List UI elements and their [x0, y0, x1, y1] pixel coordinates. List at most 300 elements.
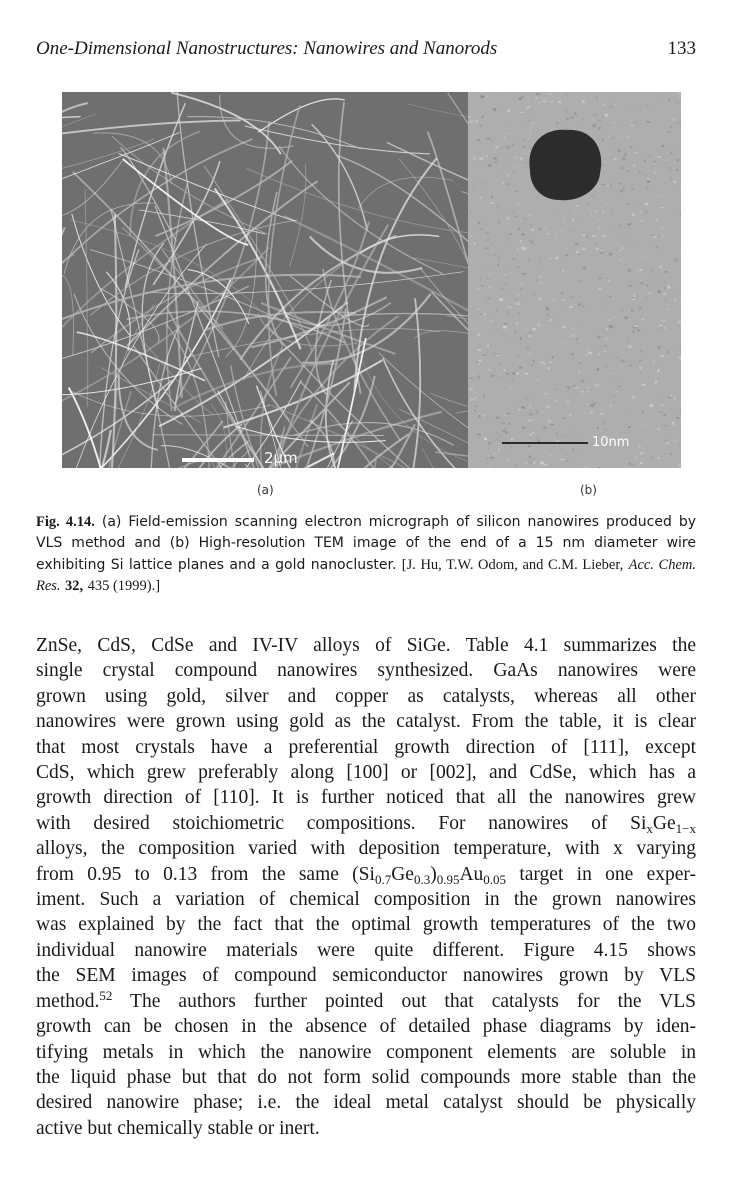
- lattice-speckle: [613, 401, 616, 402]
- lattice-speckle: [473, 243, 476, 244]
- lattice-speckle: [662, 145, 665, 147]
- lattice-speckle: [625, 198, 629, 201]
- lattice-speckle: [487, 345, 490, 347]
- lattice-speckle: [640, 462, 643, 464]
- lattice-speckle: [475, 300, 476, 302]
- lattice-speckle: [513, 375, 514, 376]
- lattice-speckle: [485, 247, 489, 249]
- lattice-speckle: [479, 313, 483, 314]
- lattice-speckle: [609, 296, 611, 297]
- lattice-speckle: [632, 298, 635, 300]
- body-line: CdS, which grew preferably along [100] or [002], and CdSe, which has a: [36, 762, 696, 784]
- lattice-speckle: [497, 93, 499, 96]
- lattice-speckle: [599, 375, 602, 377]
- lattice-speckle: [619, 237, 622, 238]
- lattice-speckle: [616, 377, 619, 378]
- lattice-speckle: [528, 112, 529, 114]
- lattice-speckle: [601, 431, 603, 432]
- lattice-speckle: [606, 309, 609, 310]
- lattice-speckle: [552, 356, 554, 359]
- lattice-speckle: [614, 103, 615, 105]
- lattice-speckle: [606, 303, 608, 305]
- lattice-speckle: [472, 189, 474, 190]
- lattice-speckle: [629, 364, 631, 366]
- lattice-speckle: [525, 328, 526, 330]
- lattice-speckle: [539, 298, 542, 300]
- lattice-speckle: [517, 259, 519, 261]
- lattice-speckle: [605, 365, 608, 366]
- lattice-speckle: [630, 310, 633, 312]
- lattice-speckle: [478, 305, 480, 307]
- lattice-speckle: [506, 403, 507, 404]
- lattice-speckle: [529, 425, 533, 428]
- lattice-speckle: [573, 448, 574, 451]
- lattice-speckle: [637, 172, 641, 174]
- lattice-speckle: [646, 123, 647, 125]
- lattice-speckle: [612, 228, 615, 231]
- lattice-speckle: [508, 133, 511, 134]
- lattice-speckle: [477, 333, 480, 336]
- lattice-speckle: [506, 444, 508, 445]
- lattice-speckle: [495, 432, 497, 433]
- lattice-speckle: [566, 127, 568, 129]
- lattice-speckle: [488, 448, 490, 449]
- body-text-span: Au: [459, 863, 484, 885]
- lattice-speckle: [542, 356, 543, 357]
- lattice-speckle: [661, 404, 665, 406]
- lattice-speckle: [672, 422, 675, 425]
- lattice-speckle: [533, 360, 534, 363]
- lattice-speckle: [556, 122, 559, 124]
- lattice-speckle: [629, 286, 633, 288]
- lattice-speckle: [639, 367, 642, 369]
- caption-citation: [J. Hu, T.W. Odom, and C.M. Lieber,: [401, 556, 624, 573]
- lattice-speckle: [620, 311, 623, 312]
- lattice-speckle: [482, 414, 486, 416]
- lattice-speckle: [529, 456, 531, 458]
- lattice-speckle: [597, 427, 599, 429]
- lattice-speckle: [655, 246, 657, 248]
- lattice-speckle: [579, 338, 581, 341]
- lattice-speckle: [590, 212, 592, 215]
- lattice-speckle: [621, 136, 623, 139]
- lattice-speckle: [647, 187, 649, 189]
- lattice-speckle: [493, 191, 496, 193]
- lattice-speckle: [665, 425, 667, 427]
- lattice-speckle: [673, 361, 675, 363]
- lattice-speckle: [587, 202, 590, 205]
- lattice-speckle: [519, 98, 522, 100]
- lattice-speckle: [633, 465, 635, 467]
- lattice-speckle: [671, 328, 675, 329]
- lattice-speckle: [618, 302, 620, 303]
- lattice-speckle: [564, 439, 565, 441]
- body-line: nanowires were grown using gold as the catalyst. From the table, it is clear: [36, 711, 696, 733]
- lattice-speckle: [574, 387, 578, 388]
- lattice-speckle: [508, 423, 510, 424]
- lattice-speckle: [511, 446, 513, 448]
- lattice-speckle: [469, 311, 471, 312]
- lattice-speckle: [511, 438, 513, 441]
- lattice-speckle: [546, 307, 549, 310]
- lattice-speckle: [518, 211, 519, 212]
- lattice-speckle: [612, 391, 613, 392]
- lattice-speckle: [506, 159, 510, 161]
- gold-nanocluster: [529, 130, 601, 200]
- lattice-speckle: [512, 372, 516, 374]
- lattice-speckle: [677, 123, 679, 125]
- lattice-speckle: [482, 96, 485, 97]
- lattice-speckle: [547, 406, 551, 407]
- lattice-speckle: [505, 277, 508, 279]
- lattice-speckle: [596, 96, 597, 98]
- lattice-speckle: [473, 179, 475, 180]
- lattice-speckle: [480, 183, 484, 186]
- lattice-speckle: [529, 462, 533, 463]
- lattice-speckle: [478, 222, 480, 224]
- lattice-speckle: [565, 343, 566, 345]
- lattice-speckle: [623, 188, 625, 191]
- body-line: the liquid phase but that do not form solid compounds more stable than the: [36, 1066, 696, 1088]
- lattice-speckle: [497, 207, 500, 209]
- lattice-speckle: [668, 397, 671, 399]
- lattice-speckle: [589, 352, 592, 355]
- lattice-speckle: [600, 250, 602, 251]
- lattice-speckle: [529, 429, 531, 430]
- lattice-speckle: [607, 353, 609, 354]
- lattice-speckle: [504, 323, 507, 325]
- body-line: the SEM images of compound semiconductor nanowires grown by VLS: [36, 965, 696, 987]
- lattice-speckle: [624, 316, 628, 319]
- lattice-speckle: [639, 307, 643, 310]
- lattice-speckle: [598, 467, 601, 468]
- lattice-speckle: [572, 353, 574, 356]
- tem-lattice-image: [468, 92, 681, 468]
- lattice-speckle: [609, 372, 612, 373]
- lattice-speckle: [609, 319, 611, 320]
- lattice-speckle: [631, 124, 633, 126]
- lattice-speckle: [673, 231, 676, 232]
- lattice-speckle: [550, 207, 551, 210]
- lattice-speckle: [662, 196, 665, 197]
- caption-pages-year: 435 (1999).]: [87, 577, 161, 594]
- lattice-speckle: [571, 334, 575, 337]
- scale-bar-label: 2μm: [264, 449, 298, 467]
- lattice-speckle: [472, 155, 474, 158]
- lattice-speckle: [661, 110, 664, 111]
- lattice-speckle: [604, 226, 605, 227]
- body-paragraph: [36, 633, 696, 1141]
- lattice-speckle: [533, 250, 534, 252]
- lattice-speckle: [622, 363, 626, 364]
- lattice-speckle: [521, 96, 523, 98]
- lattice-speckle: [620, 167, 624, 169]
- lattice-speckle: [549, 362, 553, 363]
- lattice-speckle: [556, 213, 557, 216]
- lattice-speckle: [651, 457, 652, 460]
- lattice-speckle: [661, 319, 665, 321]
- lattice-speckle: [505, 431, 507, 434]
- lattice-speckle: [537, 411, 538, 414]
- lattice-speckle: [507, 254, 510, 256]
- lattice-speckle: [483, 394, 485, 397]
- lattice-speckle: [572, 327, 574, 329]
- lattice-speckle: [507, 174, 508, 177]
- lattice-speckle: [627, 203, 629, 205]
- lattice-speckle: [606, 337, 607, 339]
- lattice-speckle: [610, 405, 612, 406]
- lattice-speckle: [474, 463, 477, 465]
- lattice-speckle: [618, 149, 621, 152]
- lattice-speckle: [651, 234, 654, 235]
- lattice-speckle: [497, 264, 499, 266]
- tem-image-panel: [468, 92, 681, 468]
- lattice-speckle: [474, 136, 477, 138]
- lattice-speckle: [641, 319, 644, 321]
- lattice-speckle: [657, 290, 661, 292]
- lattice-speckle: [650, 404, 654, 407]
- lattice-speckle: [493, 198, 495, 199]
- lattice-speckle: [575, 393, 577, 396]
- lattice-speckle: [593, 119, 595, 121]
- lattice-speckle: [478, 360, 481, 362]
- lattice-speckle: [506, 147, 510, 149]
- lattice-speckle: [657, 364, 661, 366]
- body-line: iment. Such a variation of chemical composition in the grown nanowires: [36, 889, 696, 911]
- lattice-speckle: [581, 294, 584, 297]
- lattice-speckle: [489, 241, 490, 242]
- lattice-speckle: [578, 370, 579, 373]
- lattice-speckle: [600, 413, 604, 415]
- lattice-speckle: [635, 457, 638, 459]
- lattice-speckle: [563, 222, 565, 223]
- lattice-speckle: [561, 459, 565, 460]
- lattice-speckle: [678, 249, 681, 250]
- lattice-speckle: [479, 415, 481, 417]
- lattice-speckle: [536, 197, 538, 198]
- lattice-speckle: [589, 393, 590, 395]
- lattice-speckle: [664, 453, 667, 454]
- lattice-speckle: [609, 325, 613, 327]
- body-text-span: from 0.95 to 0.13 from the same (Si: [36, 863, 375, 885]
- lattice-speckle: [580, 297, 581, 298]
- lattice-speckle: [639, 202, 641, 204]
- lattice-speckle: [589, 121, 592, 123]
- lattice-speckle: [598, 219, 599, 220]
- lattice-speckle: [636, 295, 637, 298]
- lattice-speckle: [618, 259, 621, 260]
- subscript: x: [646, 820, 653, 836]
- lattice-speckle: [657, 156, 661, 157]
- lattice-speckle: [490, 340, 491, 342]
- lattice-speckle: [510, 386, 512, 389]
- lattice-speckle: [501, 148, 503, 149]
- lattice-speckle: [522, 427, 525, 429]
- lattice-speckle: [640, 220, 643, 221]
- lattice-speckle: [656, 218, 657, 221]
- lattice-speckle: [583, 220, 585, 221]
- lattice-speckle: [613, 395, 615, 397]
- lattice-speckle: [670, 126, 672, 128]
- lattice-speckle: [548, 94, 552, 95]
- lattice-speckle: [503, 182, 504, 184]
- lattice-speckle: [644, 111, 646, 112]
- lattice-speckle: [665, 271, 668, 273]
- lattice-speckle: [487, 298, 491, 299]
- caption-journal: Acc. Chem. Res.: [36, 556, 696, 594]
- lattice-speckle: [679, 346, 681, 348]
- lattice-speckle: [536, 193, 537, 195]
- lattice-speckle: [639, 191, 641, 193]
- lattice-speckle: [582, 306, 585, 307]
- lattice-speckle: [488, 466, 491, 468]
- lattice-speckle: [573, 219, 575, 221]
- lattice-speckle: [593, 114, 597, 115]
- lattice-speckle: [546, 226, 547, 228]
- lattice-speckle: [660, 327, 663, 328]
- lattice-speckle: [680, 124, 681, 126]
- lattice-speckle: [549, 454, 552, 456]
- lattice-speckle: [471, 235, 472, 237]
- lattice-speckle: [518, 301, 521, 303]
- lattice-speckle: [582, 118, 583, 120]
- lattice-speckle: [498, 448, 500, 451]
- lattice-speckle: [576, 251, 579, 253]
- lattice-speckle: [637, 329, 641, 332]
- lattice-speckle: [561, 231, 562, 234]
- body-line: [36, 862, 696, 887]
- lattice-speckle: [595, 107, 596, 109]
- lattice-speckle: [477, 139, 480, 141]
- lattice-speckle: [673, 440, 677, 442]
- lattice-speckle: [640, 373, 641, 374]
- body-text-span: Ge: [391, 863, 414, 885]
- lattice-speckle: [491, 375, 495, 377]
- lattice-speckle: [670, 152, 672, 154]
- lattice-speckle: [527, 347, 530, 349]
- lattice-speckle: [490, 202, 493, 204]
- lattice-speckle: [619, 386, 620, 387]
- lattice-speckle: [661, 227, 663, 228]
- lattice-speckle: [642, 193, 644, 195]
- lattice-speckle: [613, 398, 616, 401]
- lattice-speckle: [659, 266, 662, 268]
- body-text-span: The authors further pointed out that catalysts for the VLS: [112, 990, 696, 1012]
- lattice-speckle: [598, 288, 601, 290]
- lattice-speckle: [669, 329, 670, 330]
- panel-tag-a: (a): [257, 483, 274, 497]
- lattice-speckle: [477, 288, 481, 290]
- lattice-speckle: [573, 107, 577, 108]
- lattice-speckle: [631, 106, 635, 109]
- lattice-speckle: [516, 303, 520, 305]
- lattice-speckle: [658, 428, 660, 430]
- lattice-speckle: [495, 317, 499, 319]
- lattice-speckle: [631, 396, 635, 399]
- lattice-speckle: [652, 277, 654, 278]
- lattice-speckle: [503, 334, 506, 336]
- lattice-speckle: [550, 424, 554, 425]
- lattice-speckle: [536, 93, 540, 95]
- running-header: [36, 38, 696, 62]
- lattice-speckle: [667, 286, 670, 289]
- lattice-speckle: [510, 108, 512, 109]
- lattice-speckle: [628, 269, 631, 272]
- lattice-speckle: [612, 381, 614, 382]
- lattice-speckle: [606, 328, 608, 331]
- lattice-speckle: [519, 365, 522, 367]
- body-text-span: method.: [36, 990, 100, 1012]
- lattice-speckle: [507, 183, 510, 186]
- lattice-speckle: [489, 331, 492, 333]
- lattice-speckle: [651, 270, 654, 272]
- lattice-speckle: [490, 316, 491, 317]
- lattice-speckle: [477, 361, 478, 363]
- lattice-speckle: [674, 397, 676, 399]
- lattice-speckle: [470, 377, 474, 379]
- lattice-speckle: [645, 211, 647, 213]
- lattice-speckle: [499, 363, 501, 364]
- lattice-speckle: [504, 137, 506, 139]
- lattice-speckle: [615, 357, 619, 358]
- lattice-speckle: [486, 96, 488, 98]
- lattice-speckle: [517, 267, 521, 268]
- lattice-speckle: [507, 311, 509, 313]
- lattice-speckle: [593, 124, 596, 127]
- lattice-speckle: [659, 412, 662, 413]
- lattice-speckle: [658, 234, 660, 236]
- lattice-speckle: [627, 232, 630, 234]
- lattice-speckle: [508, 186, 512, 187]
- lattice-speckle: [478, 308, 481, 310]
- lattice-speckle: [665, 158, 667, 161]
- lattice-speckle: [527, 121, 531, 123]
- lattice-speckle: [674, 147, 677, 149]
- lattice-speckle: [604, 213, 605, 216]
- lattice-speckle: [513, 216, 517, 218]
- lattice-speckle: [491, 448, 492, 450]
- lattice-speckle: [528, 214, 531, 215]
- lattice-speckle: [620, 189, 623, 191]
- lattice-speckle: [534, 245, 537, 247]
- lattice-speckle: [505, 284, 507, 285]
- lattice-speckle: [570, 230, 572, 232]
- lattice-speckle: [528, 259, 530, 261]
- lattice-speckle: [481, 285, 483, 287]
- figure-caption: [36, 512, 696, 597]
- lattice-speckle: [569, 414, 572, 416]
- body-text-span: Ge: [652, 812, 676, 834]
- lattice-speckle: [657, 369, 659, 372]
- lattice-speckle: [493, 108, 496, 111]
- lattice-speckle: [607, 278, 608, 279]
- subscript: 0.7: [374, 871, 392, 887]
- lattice-speckle: [593, 251, 594, 254]
- lattice-speckle: [641, 212, 645, 213]
- lattice-speckle: [487, 179, 488, 180]
- lattice-speckle: [483, 311, 485, 312]
- lattice-speckle: [615, 391, 619, 392]
- lattice-speckle: [646, 297, 648, 299]
- lattice-speckle: [504, 275, 507, 276]
- lattice-speckle: [565, 110, 569, 113]
- lattice-speckle: [550, 376, 551, 378]
- lattice-speckle: [480, 281, 481, 282]
- lattice-speckle: [522, 273, 526, 274]
- lattice-speckle: [678, 92, 681, 94]
- lattice-speckle: [674, 299, 676, 301]
- lattice-speckle: [494, 369, 496, 370]
